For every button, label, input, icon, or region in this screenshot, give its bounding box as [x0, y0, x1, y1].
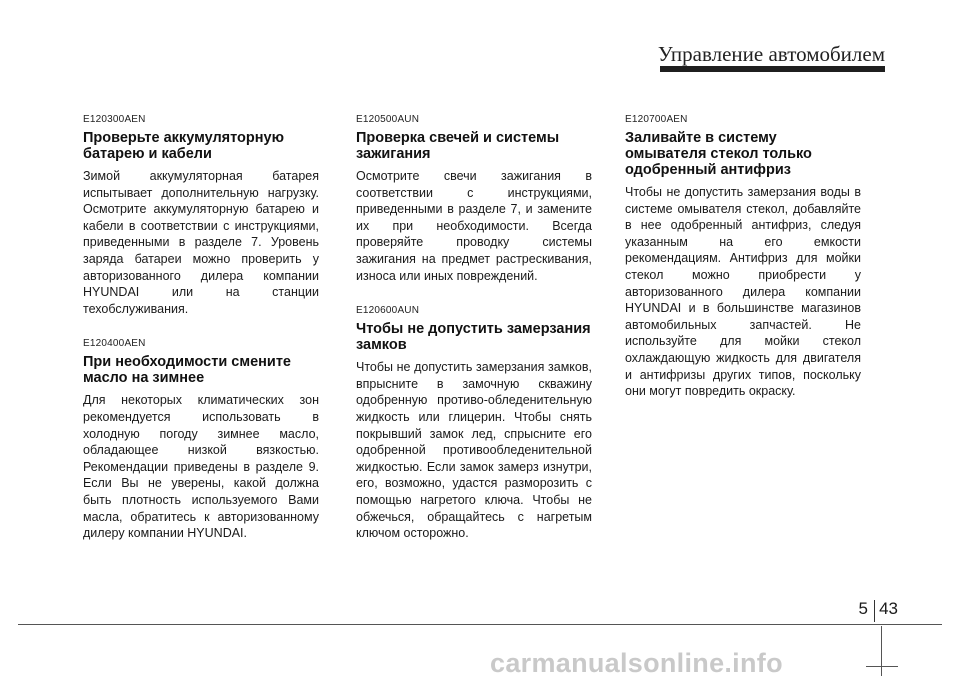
section-lock-freezing: [356, 305, 592, 542]
section-body: Осмотрите свечи зажигания в соответствии с инструкциями, приведенными в разделе 7, и замените их при необходимости. Всегда проверяйте проводку системы зажигания на предмет растрескивания, износа или иных повреждений.: [356, 169, 592, 283]
section-spark-plugs: [356, 114, 592, 284]
column-left: [83, 114, 319, 563]
section-heading: Проверьте аккумуляторную батарею и кабели: [83, 130, 284, 162]
footer-rule: [18, 624, 942, 625]
header-rule: [660, 66, 885, 72]
section-washer-antifreeze: [625, 114, 861, 400]
crop-mark-vertical: [881, 626, 882, 676]
section-heading: Заливайте в систему омывателя стекол только одобренный антифриз: [625, 130, 812, 178]
watermark: carmanualsonline.info: [490, 648, 783, 678]
section-heading: Чтобы не допустить замерзания замков: [356, 321, 591, 354]
column-middle: [356, 114, 592, 563]
section-body: Для некоторых климатических зон рекомендуется использовать в холодную погоду зимнее масло, обладающее низкой вязкостью. Рекомендации приведены в разделе 9. Если Вы не уверены, какой должна быть плотность используемого Вами масла, обратитесь к авторизованному дилеру компании HYUNDAI.: [83, 393, 319, 541]
page-number: 43: [879, 599, 898, 618]
section-battery: [83, 114, 319, 317]
section-code: E120400AEN: [83, 338, 146, 350]
section-winter-oil: [83, 338, 319, 541]
crop-mark-horizontal: [866, 666, 898, 667]
section-code: E120300AEN: [83, 114, 146, 125]
section-heading: При необходимости смените масло на зимнее: [83, 354, 291, 387]
section-code: E120500AUN: [356, 114, 420, 125]
section-body: Зимой аккумуляторная батарея испытывает дополнительную нагрузку. Осмотрите аккумуляторную батарею и кабели в соответствии с инструкциями, приведенными в разделе 7. Уровень заряда батареи можно проверить у авторизованного дилера компании HYUNDAI или на станции техобслуживания.: [83, 169, 319, 316]
section-code: E120700AEN: [625, 114, 688, 125]
section-heading: Проверка свечей и системы зажигания: [356, 130, 560, 162]
section-body: Чтобы не допустить замерзания замков, впрысните в замочную скважину одобренную противо-обледенительную жидкость или глицерин. Чтобы снять покрывший замок лед, спрысните его одобренной противообледенительной жидкостью. Если замок замерз изнутри, его, возможно, удастся разморозить с помощью нагретого ключа. Чтобы не обжечься, обращайтесь с нагретым ключом осторожно.: [356, 360, 592, 541]
page-header-title: Управление автомобилем: [657, 42, 885, 66]
section-code: E120600AUN: [356, 305, 420, 317]
section-body: Чтобы не допустить замерзания воды в системе омывателя стекол, добавляйте в нее одобренный антифриз, следуя указанным на его емкости рекомендациям. Антифриз для мойки стекол можно приобрести у авторизованного дилера компании HYUNDAI и в большинстве магазинов автомобильных запчастей. Не используйте для мойки стекол охлаждающую жидкость для двигателя и антифризы других типов, поскольку они могут повредить окраску.: [625, 185, 861, 399]
chapter-number: 5: [858, 599, 868, 618]
column-right: [625, 114, 861, 421]
page-number-divider: [874, 600, 875, 622]
